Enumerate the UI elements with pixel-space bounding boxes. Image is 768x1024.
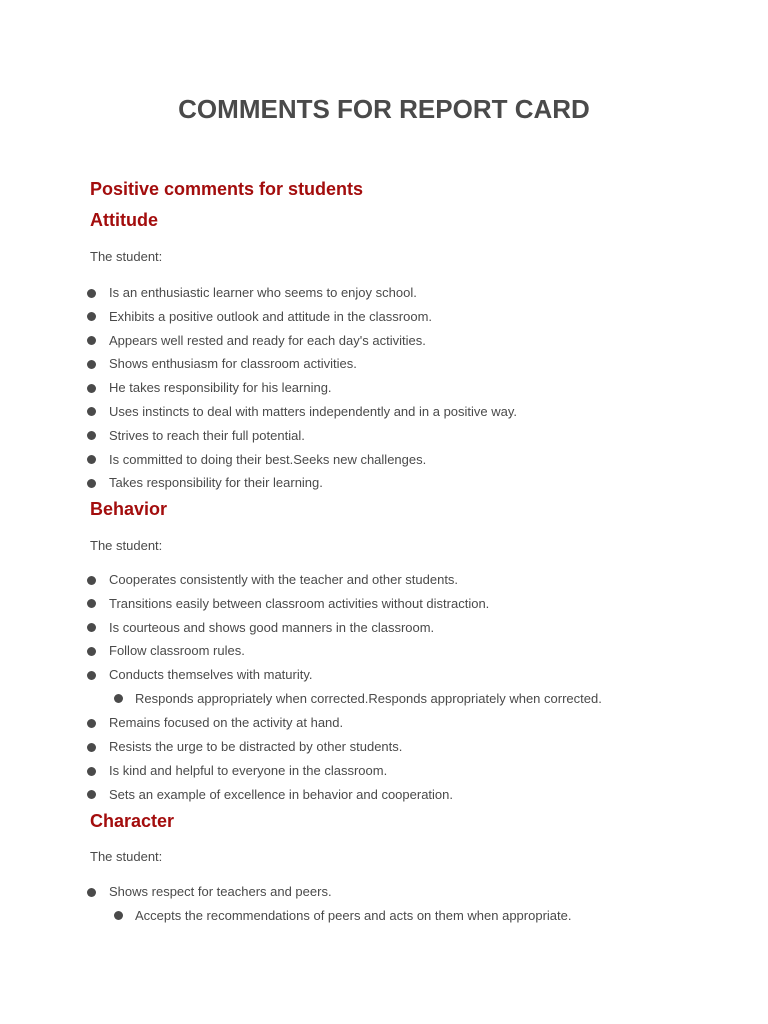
sub-list-item: Accepts the recommendations of peers and acts on them when appropriate.: [0, 904, 768, 929]
list-item: Is an enthusiastic learner who seems to enjoy school.: [0, 281, 768, 305]
behavior-intro: The student:: [90, 538, 163, 553]
bullet-icon: [114, 911, 123, 920]
list-item: Remains focused on the activity at hand.: [0, 711, 768, 735]
list-item: Appears well rested and ready for each day's activities.: [0, 329, 768, 353]
bullet-icon: [114, 694, 123, 703]
bullet-icon: [87, 407, 96, 416]
list-item: Follow classroom rules.: [0, 639, 768, 663]
section-heading-positive-comments: Positive comments for students: [90, 179, 364, 199]
bullet-icon: [87, 312, 96, 321]
document-title: COMMENTS FOR REPORT CARD: [178, 94, 590, 124]
list-item: Takes responsibility for their learning.: [0, 471, 768, 495]
bullet-icon: [87, 384, 96, 393]
list-item: Cooperates consistently with the teacher and other students.: [0, 568, 768, 592]
list-item: Exhibits a positive outlook and attitude in the classroom.: [0, 305, 768, 329]
list-item: Is courteous and shows good manners in the classroom.: [0, 616, 768, 640]
bullet-icon: [87, 431, 96, 440]
bullet-icon: [87, 767, 96, 776]
bullet-icon: [87, 647, 96, 656]
bullet-icon: [87, 719, 96, 728]
bullet-icon: [87, 790, 96, 799]
bullet-icon: [87, 455, 96, 464]
list-item: Resists the urge to be distracted by other students.: [0, 735, 768, 759]
character-list: [0, 880, 768, 928]
subsection-heading-behavior: Behavior: [90, 499, 168, 519]
attitude-list: [0, 281, 768, 495]
bullet-icon: [87, 479, 96, 488]
bullet-icon: [87, 360, 96, 369]
bullet-icon: [87, 599, 96, 608]
list-item: He takes responsibility for his learning.: [0, 376, 768, 400]
attitude-intro: The student:: [90, 249, 163, 264]
list-item: Conducts themselves with maturity.: [0, 663, 768, 687]
bullet-icon: [87, 671, 96, 680]
list-item: Shows enthusiasm for classroom activities.: [0, 352, 768, 376]
list-item: Sets an example of excellence in behavior and cooperation.: [0, 783, 768, 807]
bullet-icon: [87, 888, 96, 897]
list-item: Shows respect for teachers and peers.: [0, 880, 768, 904]
behavior-list: [0, 568, 768, 807]
character-intro: The student:: [90, 849, 163, 864]
bullet-icon: [87, 743, 96, 752]
bullet-icon: [87, 289, 96, 298]
subsection-heading-character: Character: [90, 811, 175, 831]
bullet-icon: [87, 336, 96, 345]
bullet-icon: [87, 623, 96, 632]
list-item: Is committed to doing their best.Seeks new challenges.: [0, 448, 768, 472]
list-item: Uses instincts to deal with matters independently and in a positive way.: [0, 400, 768, 424]
subsection-heading-attitude: Attitude: [90, 210, 158, 230]
sub-list-item: Responds appropriately when corrected.Responds appropriately when corrected.: [0, 687, 768, 712]
bullet-icon: [87, 576, 96, 585]
list-item: Strives to reach their full potential.: [0, 424, 768, 448]
list-item: Transitions easily between classroom activities without distraction.: [0, 592, 768, 616]
list-item: Is kind and helpful to everyone in the classroom.: [0, 759, 768, 783]
